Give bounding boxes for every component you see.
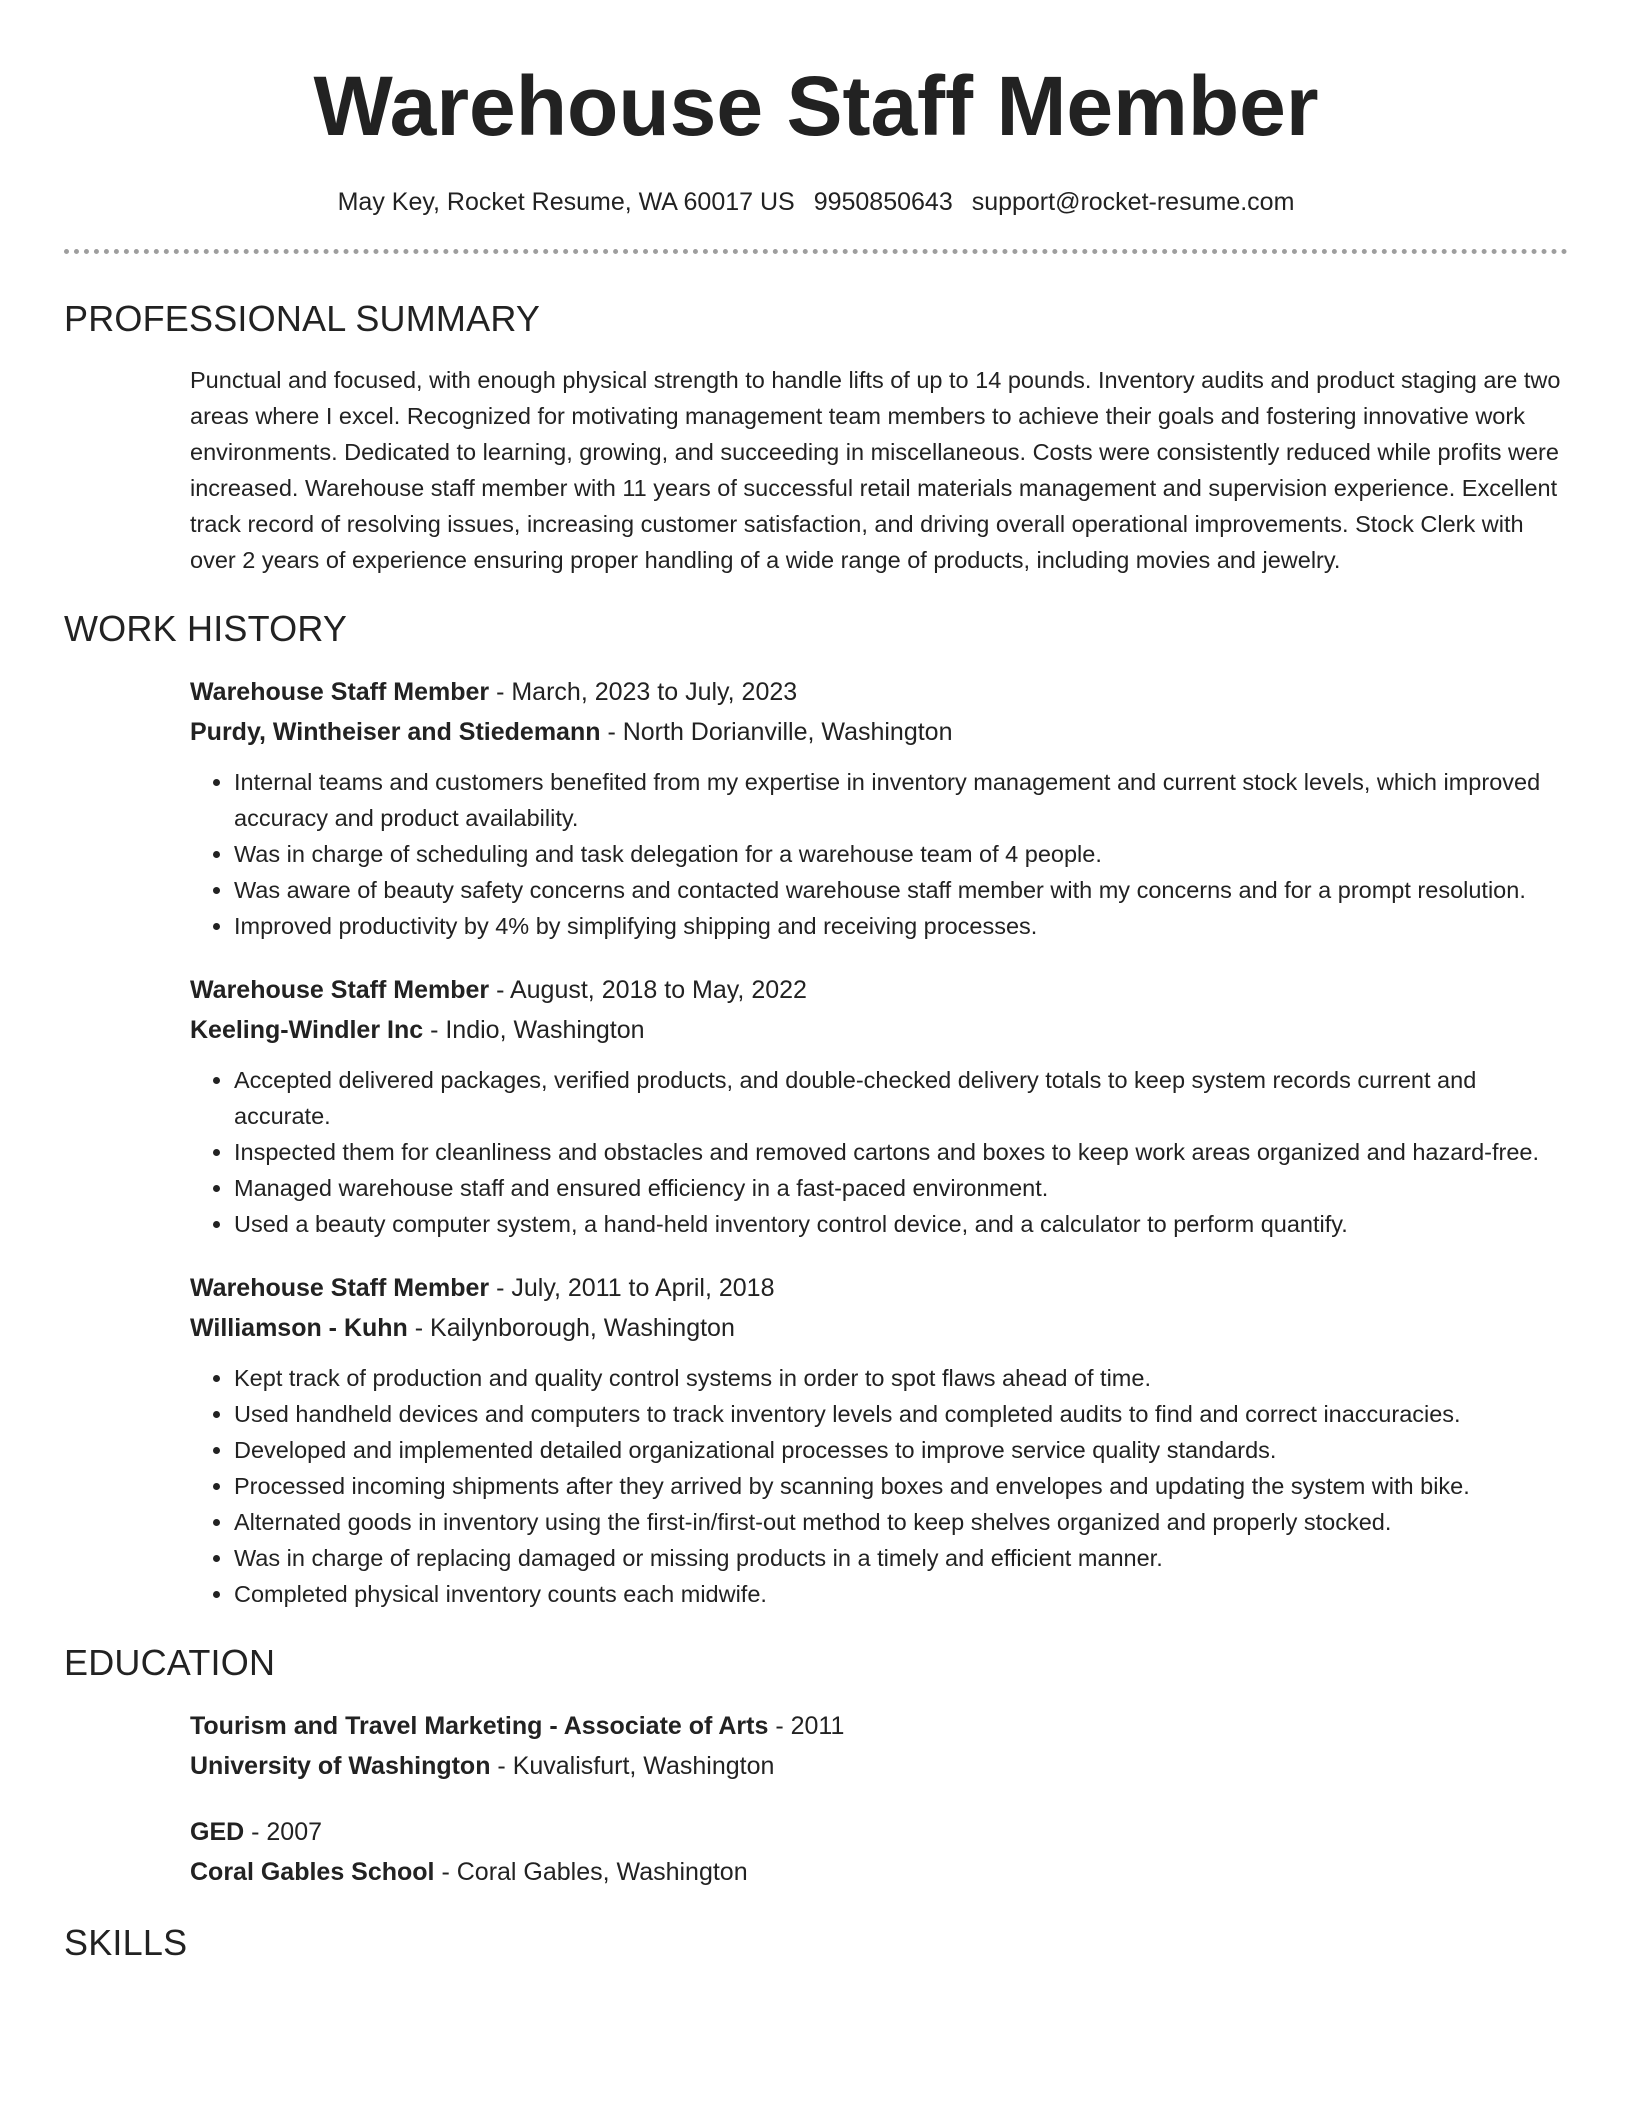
- summary-text: Punctual and focused, with enough physical strength to handle lifts of up to 14 pounds. Inventory audits and product staging are two areas where I excel. Recognized for motivating management team members to achieve their goals and fostering innovative work environments. Dedicated to learning, growing, and succeeding in miscellaneous. Costs were consistently reduced while profits were increased. Warehouse staff member with 11 years of successful retail materials management and supervision experience. Excellent track record of resolving issues, increasing customer satisfaction, and driving overall operational improvements. Stock Clerk with over 2 years of experience ensuring proper handling of a wide range of products, including movies and jewelry.: [190, 367, 1561, 573]
- job-location: - North Dorianville, Washington: [600, 718, 953, 746]
- job-bullets: [190, 1062, 1568, 1242]
- job-entry: [190, 970, 1568, 1242]
- job-dates: - August, 2018 to May, 2022: [489, 976, 807, 1004]
- job-role: Warehouse Staff Member: [190, 976, 490, 1004]
- job-dates: - March, 2023 to July, 2023: [489, 678, 798, 706]
- education-degree: Tourism and Travel Marketing - Associate of Arts: [190, 1712, 769, 1740]
- education-degree-line: [190, 1812, 1568, 1852]
- education-location: - Coral Gables, Washington: [434, 1858, 748, 1886]
- list-item: • Internal teams and customers benefited from my expertise in inventory management and current stock levels, which improved accuracy and product availability.: [234, 764, 1568, 836]
- list-item: • Used handheld devices and computers to track inventory levels and completed audits to find and correct inaccuracies.: [234, 1396, 1568, 1432]
- job-role: Warehouse Staff Member: [190, 678, 490, 706]
- job-title-line: [190, 672, 1568, 712]
- list-item: • Was in charge of replacing damaged or missing products in a timely and efficient manner.: [234, 1540, 1568, 1576]
- list-item: • Inspected them for cleanliness and obstacles and removed cartons and boxes to keep work areas organized and hazard-free.: [234, 1134, 1568, 1170]
- education-school-line: [190, 1852, 1568, 1892]
- education-body: [190, 1706, 1568, 1892]
- education-entry: [190, 1812, 1568, 1892]
- section-title-skills: SKILLS: [64, 1922, 188, 1963]
- list-item: • Managed warehouse staff and ensured efficiency in a fast-paced environment.: [234, 1170, 1568, 1206]
- education-school-line: [190, 1746, 1568, 1786]
- job-entry: [190, 1268, 1568, 1612]
- job-dates: - July, 2011 to April, 2018: [489, 1274, 775, 1302]
- resume-name: Warehouse Staff Member: [313, 59, 1319, 153]
- list-item: • Kept track of production and quality control systems in order to spot flaws ahead of time.: [234, 1360, 1568, 1396]
- job-company-line: [190, 1010, 1568, 1050]
- job-company: Williamson - Kuhn: [190, 1314, 408, 1342]
- list-item: • Was aware of beauty safety concerns and contacted warehouse staff member with my concerns and for a prompt resolution.: [234, 872, 1568, 908]
- education-degree-line: [190, 1706, 1568, 1746]
- job-company: Purdy, Wintheiser and Stiedemann: [190, 718, 601, 746]
- header-divider: [64, 249, 1568, 254]
- section-title-work: WORK HISTORY: [64, 608, 348, 649]
- job-location: - Indio, Washington: [423, 1016, 645, 1044]
- contact-line: [64, 188, 1568, 217]
- list-item: • Alternated goods in inventory using the first-in/first-out method to keep shelves organized and properly stocked.: [234, 1504, 1568, 1540]
- education-school: Coral Gables School: [190, 1858, 435, 1886]
- job-role: Warehouse Staff Member: [190, 1274, 490, 1302]
- job-bullets: [190, 1360, 1568, 1612]
- education-school: University of Washington: [190, 1752, 491, 1780]
- contact-phone: 9950850643: [813, 188, 953, 216]
- list-item: • Developed and implemented detailed organizational processes to improve service quality standards.: [234, 1432, 1568, 1468]
- job-company: Keeling-Windler Inc: [190, 1016, 424, 1044]
- job-location: - Kailynborough, Washington: [407, 1314, 735, 1342]
- list-item: • Accepted delivered packages, verified products, and double-checked delivery totals to keep system records current and accurate.: [234, 1062, 1568, 1134]
- job-title-line: [190, 1268, 1568, 1308]
- job-company-line: [190, 1308, 1568, 1348]
- contact-address: May Key, Rocket Resume, WA 60017 US: [337, 188, 795, 216]
- contact-email: support@rocket-resume.com: [971, 188, 1295, 216]
- work-body: [190, 672, 1568, 1612]
- job-title-line: [190, 970, 1568, 1010]
- education-year: - 2007: [244, 1818, 323, 1846]
- education-year: - 2011: [768, 1712, 845, 1740]
- section-title-summary: PROFESSIONAL SUMMARY: [64, 298, 541, 339]
- list-item: • Completed physical inventory counts each midwife.: [234, 1576, 1568, 1612]
- list-item: • Improved productivity by 4% by simplifying shipping and receiving processes.: [234, 908, 1568, 944]
- list-item: • Processed incoming shipments after they arrived by scanning boxes and envelopes and updating the system with bike.: [234, 1468, 1568, 1504]
- section-title-education: EDUCATION: [64, 1642, 276, 1683]
- job-bullets: [190, 764, 1568, 944]
- list-item: • Was in charge of scheduling and task delegation for a warehouse team of 4 people.: [234, 836, 1568, 872]
- education-entry: [190, 1706, 1568, 1786]
- job-entry: [190, 672, 1568, 944]
- job-company-line: [190, 712, 1568, 752]
- education-location: - Kuvalisfurt, Washington: [490, 1752, 775, 1780]
- summary-body: [190, 362, 1568, 578]
- list-item: • Used a beauty computer system, a hand-held inventory control device, and a calculator to perform quantify.: [234, 1206, 1568, 1242]
- education-degree: GED: [190, 1818, 245, 1846]
